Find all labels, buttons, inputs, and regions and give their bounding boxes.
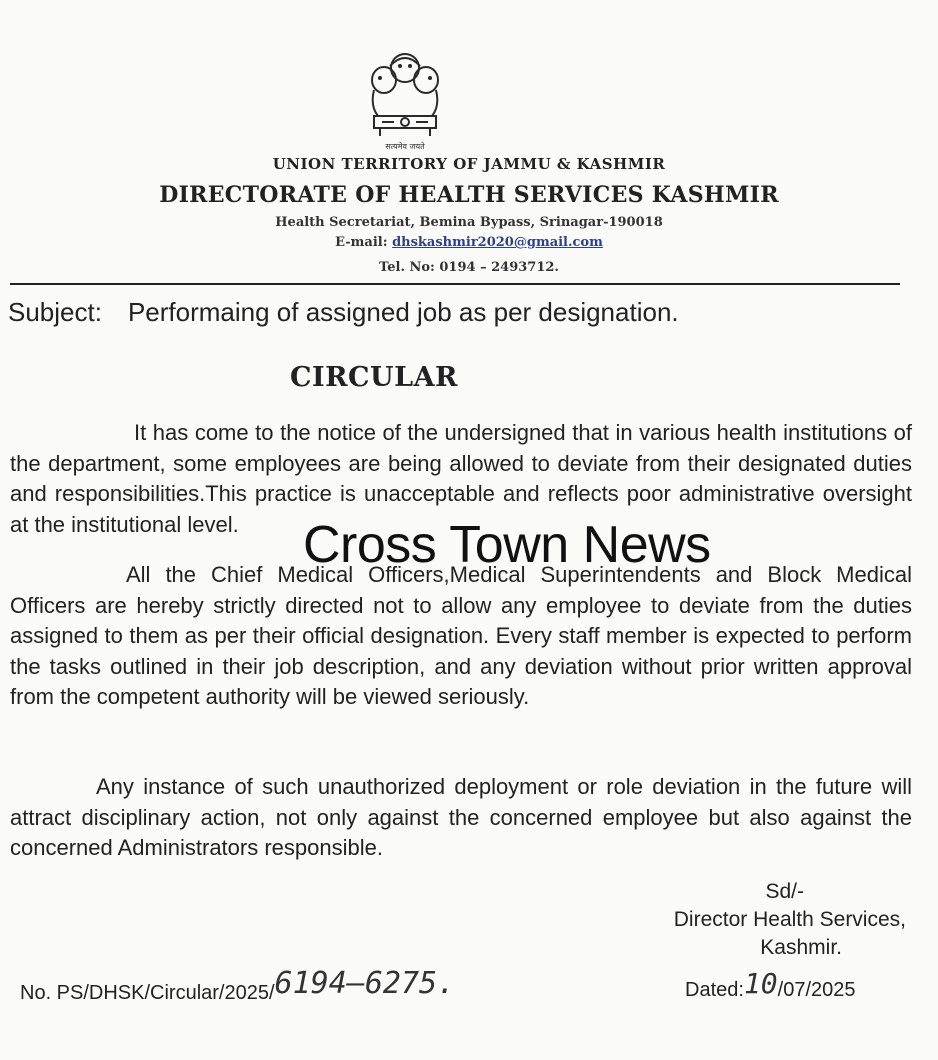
signature-block <box>674 878 906 962</box>
watermark-text: Cross Town News <box>303 516 711 574</box>
body-paragraph-3: Any instance of such unauthorized deployment or role deviation in the future will attract disciplinary action, not only against the concerned employee but also against the concerned Administrators responsible. <box>10 774 912 860</box>
dated-line <box>685 967 856 1003</box>
signature-sd: Sd/- <box>765 880 804 903</box>
email-label: E-mail: <box>335 235 388 250</box>
ut-name: UNION TERRITORY OF JAMMU & KASHMIR <box>272 155 666 173</box>
emblem-motto: सत्यमेव जयते <box>385 142 425 151</box>
dated-label: Dated: <box>685 979 744 1001</box>
state-emblem-icon <box>360 46 450 144</box>
subject-line <box>8 297 679 328</box>
address: Health Secretariat, Bemina Bypass, Srinagar-190018 <box>275 215 663 230</box>
reference-handwritten: 6194–6275. <box>274 966 456 1001</box>
email-link[interactable]: dhskashmir2020@gmail.com <box>392 235 603 250</box>
reference-number <box>20 966 456 1007</box>
document-title: CIRCULAR <box>290 362 458 393</box>
header-divider <box>10 283 900 285</box>
body-paragraph-1: It has come to the notice of the undersigned that in various health institutions of the department, some employees are being allowed to deviate from their designated duties and responsibilities.This practice is unacceptable and reflects poor administrative oversight at the institutional level. <box>10 420 912 537</box>
directorate-name: DIRECTORATE OF HEALTH SERVICES KASHMIR <box>159 182 779 208</box>
subject-text: Performaing of assigned job as per designation. <box>127 297 679 327</box>
signatory-designation: Director Health Services, <box>673 908 906 931</box>
dated-day-handwritten: 10 <box>743 967 778 1000</box>
subject-label: Subject: <box>8 297 102 327</box>
email-line <box>0 235 938 250</box>
signatory-place: Kashmir. <box>760 936 842 959</box>
reference-prefix: No. PS/DHSK/Circular/2025/ <box>20 982 275 1004</box>
telephone: Tel. No: 0194 – 2493712. <box>379 260 559 275</box>
body-paragraph-2: All the Chief Medical Officers,Medical Superintendents and Block Medical Officers are hereby strictly directed not to allow any employee to deviate from the duties assigned to them as per their official designation. Every staff member is expected to perform the tasks outlined in their job description, and any deviation without prior written approval from the competent authority will be viewed seriously. <box>10 562 912 709</box>
dated-rest: /07/2025 <box>777 979 856 1001</box>
